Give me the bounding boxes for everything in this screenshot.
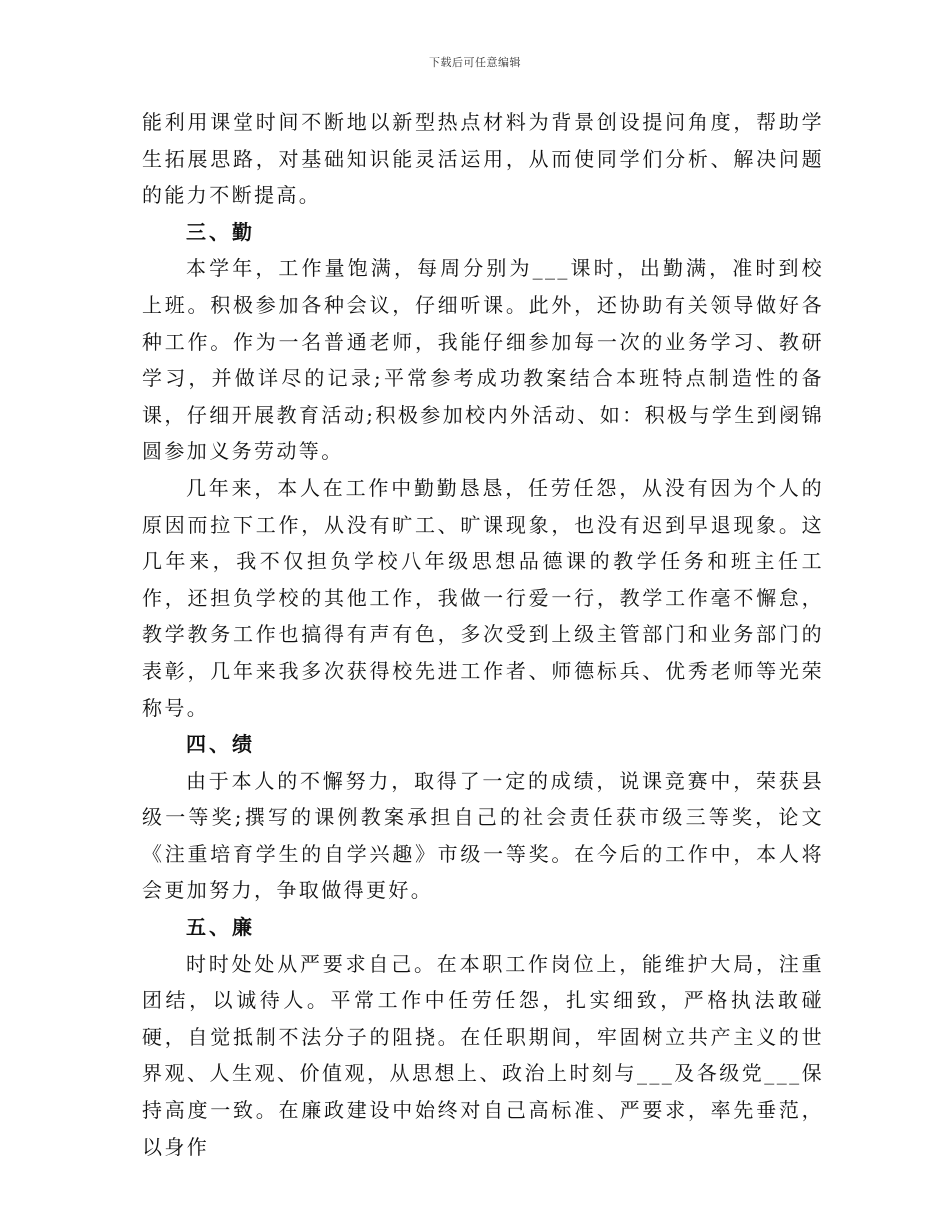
section-heading-ji: 四、绩 (186, 732, 255, 757)
section-heading-lian: 五、廉 (186, 915, 255, 940)
paragraph-achievements: 由于本人的不懈努力，取得了一定的成绩，说课竞赛中，荣获县级一等奖;撰写的课例教案承担自己的社会责任获市级三等奖，论文《注重培育学生的自学兴趣》市级一等奖。在今后的工作中，本人将会更加努力，争取做得更好。 (142, 768, 824, 903)
paragraph-continuation: 能利用课堂时间不断地以新型热点材料为背景创设提问角度，帮助学生拓展思路，对基础知识能灵活运用，从而使同学们分析、解决问题的能力不断提高。 (142, 110, 824, 208)
section-heading-qin: 三、勤 (186, 219, 255, 244)
paragraph-integrity: 时时处处从严要求自己。在本职工作岗位上，能维护大局，注重团结，以诚待人。平常工作中任劳任怨，扎实细致，严格执法敢碰硬，自觉抵制不法分子的阻挠。在任职期间，牢固树立共产主义的世界观、人生观、价值观，从思想上、政治上时刻与___及各级党___保持高度一致。在廉政建设中始终对自己高标准、严要求，率先垂范，以身作 (142, 951, 824, 1159)
document-body (142, 104, 824, 1165)
page-header: 下载后可任意编辑 (429, 56, 521, 69)
paragraph-diligence: 几年来，本人在工作中勤勤恳恳，任劳任怨，从没有因为个人的原因而拉下工作，从没有旷工、旷课现象，也没有迟到早退现象。这几年来，我不仅担负学校八年级思想品德课的教学任务和班主任工作，还担负学校的其他工作，我做一行爱一行，教学工作毫不懈怠，教学教务工作也搞得有声有色，多次受到上级主管部门和业务部门的表彰，几年来我多次获得校先进工作者、师德标兵、优秀老师等光荣称号。 (142, 475, 824, 720)
paragraph-workload: 本学年，工作量饱满，每周分别为___课时，出勤满，准时到校上班。积极参加各种会议，仔细听课。此外，还协助有关领导做好各种工作。作为一名普通老师，我能仔细参加每一次的业务学习、教研学习，并做详尽的记录;平常参考成功教案结合本班特点制造性的备课，仔细开展教育活动;积极参加校内外活动、如：积极与学生到阌锦圆参加义务劳动等。 (142, 256, 824, 464)
